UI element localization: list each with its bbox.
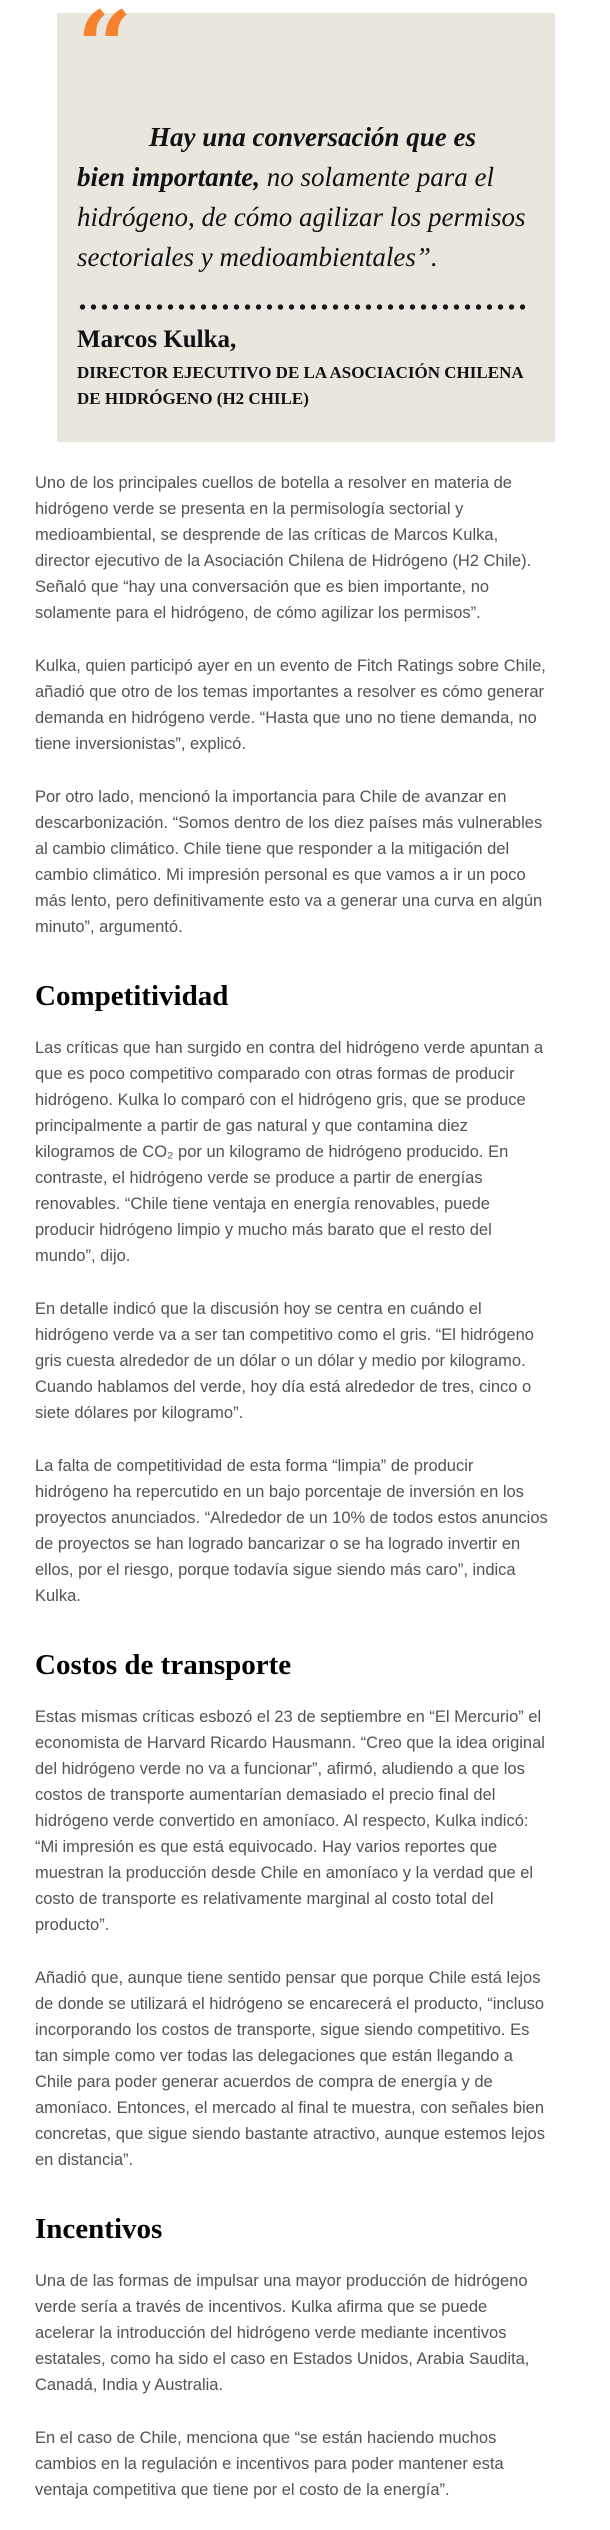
article-body xyxy=(35,470,549,2503)
pull-quote-lead: Hay una conversación que es bien importante, xyxy=(77,122,476,192)
article-paragraph: En el caso de Chile, menciona que “se están haciendo muchos cambios en la regulación e incentivos para poder mantener esta ventaja competitiva que tiene por el costo de la energía”. xyxy=(35,2429,504,2499)
quote-author-role: DIRECTOR EJECUTIVO DE LA ASOCIACIÓN CHILENA DE HIDRÓGENO (H2 CHILE) xyxy=(77,363,523,408)
article-paragraph: La falta de competitividad de esta forma “limpia” de producir hidrógeno ha repercutido en un bajo porcentaje de inversión en los proyectos anunciados. “Alrededor de un 10% de todos estos anuncios de proyectos se han logrado bancarizar o se ha logrado invertir en ellos, por el riesgo, porque todavía sigue siendo más caro”, indica Kulka. xyxy=(35,1457,548,1605)
article-paragraph: Estas mismas críticas esbozó el 23 de septiembre en “El Mercurio” el economista de Harvard Ricardo Hausmann. “Creo que la idea original del hidrógeno verde no va a funcionar”, afirmó, aludiendo a que los costos de transporte aumentarían demasiado el precio final del hidrógeno verde convertido en amoníaco. Al respecto, Kulka indicó: “Mi impresión es que está equivocado. Hay varios reportes que muestran la producción desde Chile en amoníaco y la verdad que el costo de transporte es relativamente marginal al costo total del producto”. xyxy=(35,1708,545,1934)
dotted-divider xyxy=(77,303,529,311)
pull-quote-card xyxy=(57,0,555,442)
section-heading: Competitividad xyxy=(35,980,229,1012)
pull-quote-rest: no solamente para el hidrógeno, de cómo agilizar los permisos sectoriales y medioambientales”. xyxy=(77,162,526,272)
quote-mark-icon: “ xyxy=(77,0,133,103)
section-costos-de-transporte xyxy=(35,1649,549,2173)
article-paragraph: Kulka, quien participó ayer en un evento de Fitch Ratings sobre Chile, añadió que otro de los temas importantes a resolver es cómo generar demanda en hidrógeno verde. “Hasta que uno no tiene demanda, no tiene inversionistas”, explicó. xyxy=(35,657,546,753)
section-competitividad xyxy=(35,980,549,1609)
quote-author-name: Marcos Kulka, xyxy=(77,326,237,353)
section-heading: Incentivos xyxy=(35,2213,163,2245)
article-paragraph: En detalle indicó que la discusión hoy se centra en cuándo el hidrógeno verde va a ser tan competitivo como el gris. “El hidrógeno gris cuesta alrededor de un dólar o un dólar y medio por kilogramo. Cuando hablamos del verde, hoy día está alrededor de tres, cinco o siete dólares por kilogramo”. xyxy=(35,1300,534,1422)
article-paragraph: Las críticas que han surgido en contra del hidrógeno verde apuntan a que es poco competitivo comparado con otras formas de producir hidrógeno. Kulka lo comparó con el hidrógeno gris, que se produce principalmente a partir de gas natural y que contamina diez kilogramos de CO₂ por un kilogramo de hidrógeno producido. En contraste, el hidrógeno verde se produce a partir de energías renovables. “Chile tiene ventaja en energía renovables, puede producir hidrógeno limpio y mucho más barato que el resto del mundo”, dijo. xyxy=(35,1039,544,1265)
quote-attribution xyxy=(77,325,529,412)
section-incentivos xyxy=(35,2213,549,2503)
article-paragraph: Uno de los principales cuellos de botella a resolver en materia de hidrógeno verde se presenta en la permisología sectorial y medioambiental, se desprende de las críticas de Marcos Kulka, director ejecutivo de la Asociación Chilena de Hidrógeno (H2 Chile). Señaló que “hay una conversación que es bien importante, no solamente para el hidrógeno, de cómo agilizar los permisos”. xyxy=(35,474,532,622)
article-paragraph: Una de las formas de impulsar una mayor producción de hidrógeno verde sería a través de incentivos. Kulka afirma que se puede acelerar la introducción del hidrógeno verde mediante incentivos estatales, como ha sido el caso en Estados Unidos, Arabia Saudita, Canadá, India y Australia. xyxy=(35,2272,530,2394)
article-paragraph: Añadió que, aunque tiene sentido pensar que porque Chile está lejos de donde se utilizará el hidrógeno se encarecerá el producto, “incluso incorporando los costos de transporte, sigue siendo competitivo. Es tan simple como ver todas las delegaciones que están llegando a Chile para poder generar acuerdos de compra de energía y de amoníaco. Entonces, el mercado al final te muestra, con señales bien concretas, que sigue siendo bastante atractivo, aunque estemos lejos en distancia”. xyxy=(35,1969,545,2169)
pull-quote-text xyxy=(77,117,529,277)
section-heading: Costos de transporte xyxy=(35,1649,292,1681)
article-paragraph: Por otro lado, mencionó la importancia para Chile de avanzar en descarbonización. “Somos dentro de los diez países más vulnerables al cambio climático. Chile tiene que responder a la mitigación del cambio climático. Mi impresión personal es que vamos a ir un poco más lento, pero definitivamente esto va a generar una curva en algún minuto”, argumentó. xyxy=(35,788,543,936)
